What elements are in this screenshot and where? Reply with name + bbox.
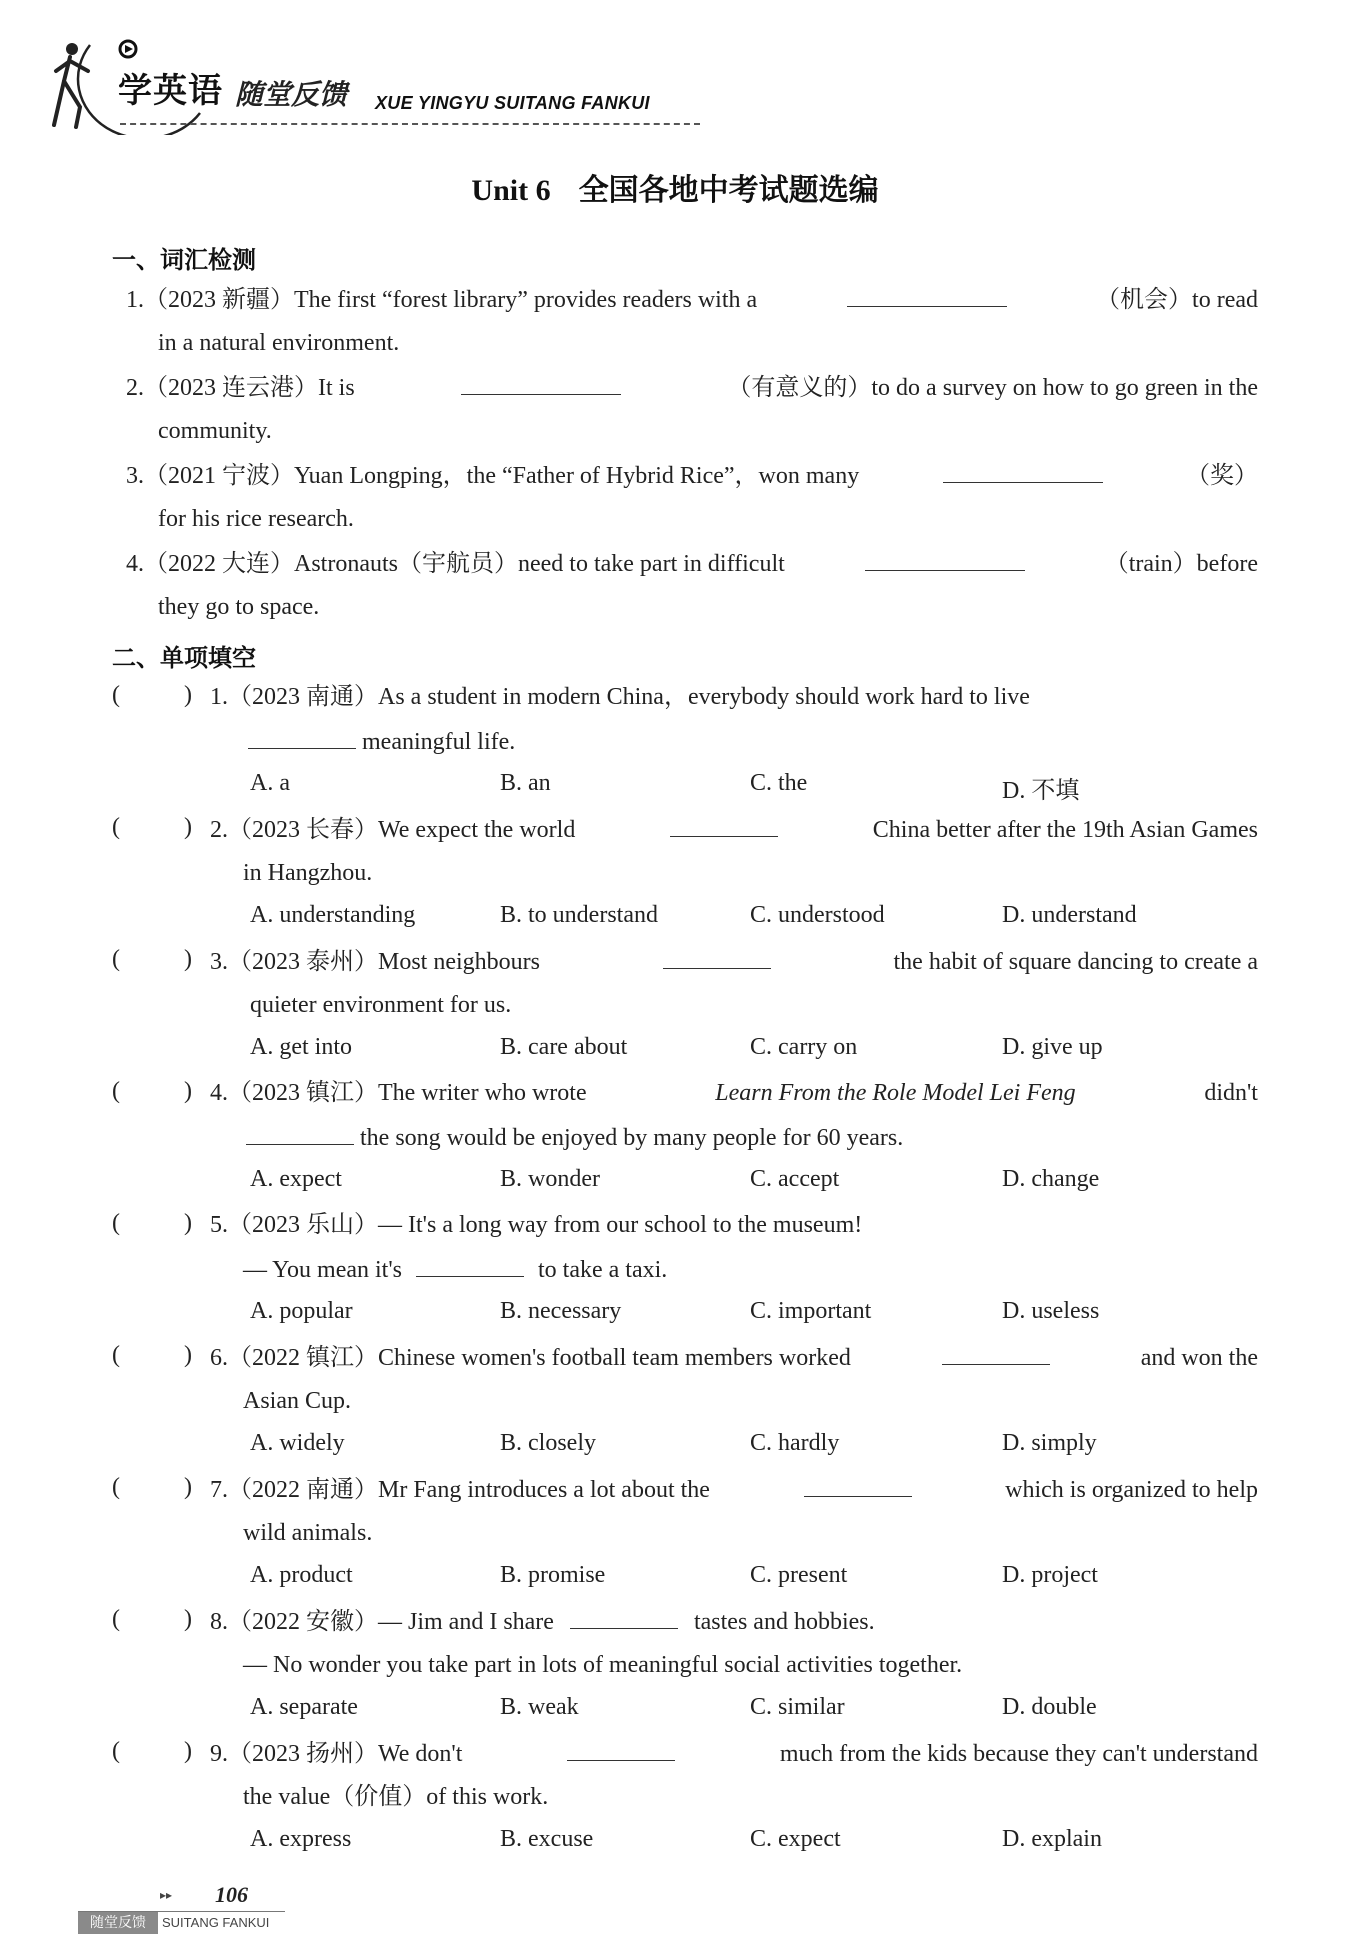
question-text: （奖） xyxy=(1186,463,1258,489)
option-b: B. to understand xyxy=(500,902,658,928)
option-d: D. useless xyxy=(1002,1298,1100,1324)
answer-blank[interactable] xyxy=(865,548,1025,571)
question-text: much from the kids because they can't understand xyxy=(779,1741,1258,1767)
answer-blank[interactable] xyxy=(246,1122,354,1145)
answer-paren-open: ( xyxy=(112,814,120,840)
answer-blank[interactable] xyxy=(248,726,356,749)
answer-paren-close: ) xyxy=(184,1078,192,1104)
question-text: meaningful life. xyxy=(362,729,516,755)
question-text: and won the xyxy=(1140,1345,1258,1371)
question-text: （机会）to read xyxy=(1096,287,1258,313)
answer-blank[interactable] xyxy=(670,814,778,837)
mc-item-4-line2 xyxy=(246,1122,903,1153)
mc-item-3-line2: quieter environment for us. xyxy=(250,992,512,1018)
answer-paren-open: ( xyxy=(112,1738,120,1764)
mc-item-5-line2 xyxy=(243,1254,667,1285)
answer-paren-close: ) xyxy=(184,946,192,972)
mc-item-9-line1 xyxy=(210,1738,1258,1769)
question-text: 9.（2023 扬州）We don't xyxy=(210,1741,463,1767)
question-text: 2.（2023 长春）We expect the world xyxy=(210,817,576,843)
answer-paren-close: ) xyxy=(184,814,192,840)
footer-label-en: SUITANG FANKUI xyxy=(162,1915,270,1930)
option-a: A. a xyxy=(250,770,290,796)
option-c: C. carry on xyxy=(750,1034,858,1060)
mc-item-3-line1 xyxy=(210,946,1258,977)
question-text: — You mean it's xyxy=(243,1257,403,1283)
question-text: 3.（2021 宁波）Yuan Longping，the “Father of Hybrid Rice”，won many xyxy=(126,463,860,489)
page-title xyxy=(0,165,1350,209)
vocab-item-3-line2: for his rice research. xyxy=(158,506,354,532)
vocab-item-3-line1 xyxy=(126,460,1258,491)
option-a: A. popular xyxy=(250,1298,353,1324)
answer-paren-close: ) xyxy=(184,1738,192,1764)
footer-label-cn: 随堂反馈 xyxy=(78,1912,158,1934)
option-b: B. weak xyxy=(500,1694,579,1720)
option-c: C. hardly xyxy=(750,1430,840,1456)
unit-label: Unit 6 xyxy=(471,174,551,207)
option-c: C. present xyxy=(750,1562,848,1588)
option-b: B. necessary xyxy=(500,1298,622,1324)
answer-paren-close: ) xyxy=(184,1210,192,1236)
question-text: the habit of square dancing to create a xyxy=(893,949,1258,975)
option-a: A. widely xyxy=(250,1430,345,1456)
page-arrow-icon: ▸▸ xyxy=(160,1888,173,1902)
option-c: C. expect xyxy=(750,1826,841,1852)
answer-paren-close: ) xyxy=(184,1606,192,1632)
option-d: D. simply xyxy=(1002,1430,1097,1456)
option-a: A. expect xyxy=(250,1166,342,1192)
answer-paren-open: ( xyxy=(112,1606,120,1632)
answer-paren-open: ( xyxy=(112,1474,120,1500)
answer-blank[interactable] xyxy=(943,460,1103,483)
brand-subtitle-cn: 随堂反馈 xyxy=(235,78,348,111)
option-b: B. closely xyxy=(500,1430,596,1456)
answer-paren-open: ( xyxy=(112,1342,120,1368)
answer-paren-close: ) xyxy=(184,1474,192,1500)
question-text: 2.（2023 连云港）It is xyxy=(126,375,355,401)
question-text: 1.（2023 新疆）The first “forest library” provides readers with a xyxy=(126,287,758,313)
option-a: A. product xyxy=(250,1562,353,1588)
answer-blank[interactable] xyxy=(416,1254,524,1277)
vocab-item-4-line1 xyxy=(126,548,1258,579)
option-d: D. explain xyxy=(1002,1826,1102,1852)
option-a: A. understanding xyxy=(250,902,416,928)
option-d: D. understand xyxy=(1002,902,1137,928)
mc-item-2-line1 xyxy=(210,814,1258,845)
mc-item-6-line2: Asian Cup. xyxy=(243,1388,351,1414)
answer-paren-open: ( xyxy=(112,946,120,972)
option-c: C. accept xyxy=(750,1166,840,1192)
option-c: C. the xyxy=(750,770,808,796)
unit-title: 全国各地中考试题选编 xyxy=(578,173,879,208)
header-divider xyxy=(120,123,700,125)
answer-blank[interactable] xyxy=(461,372,621,395)
question-text: didn't xyxy=(1204,1080,1258,1106)
mc-item-6-line1 xyxy=(210,1342,1258,1373)
vocab-item-1-line1 xyxy=(126,284,1258,315)
option-d: D. project xyxy=(1002,1562,1098,1588)
answer-blank[interactable] xyxy=(942,1342,1050,1365)
question-text: which is organized to help xyxy=(1005,1477,1258,1503)
answer-blank[interactable] xyxy=(567,1738,675,1761)
answer-blank[interactable] xyxy=(663,946,771,969)
question-text: （train）before xyxy=(1104,551,1258,577)
question-text: tastes and hobbies. xyxy=(693,1609,875,1635)
option-c: C. important xyxy=(750,1298,872,1324)
mc-item-8-line2: — No wonder you take part in lots of meaningful social activities together. xyxy=(243,1652,963,1678)
option-a: A. get into xyxy=(250,1034,352,1060)
answer-paren-close: ) xyxy=(184,682,192,708)
question-text: 7.（2022 南通）Mr Fang introduces a lot about the xyxy=(210,1477,710,1503)
answer-blank[interactable] xyxy=(570,1606,678,1629)
mc-item-5-line1: 5.（2023 乐山）— It's a long way from our school to the museum! xyxy=(210,1212,863,1238)
answer-paren-open: ( xyxy=(112,682,120,708)
brand-title-cn: 学英语 xyxy=(118,71,223,111)
question-text: 3.（2023 泰州）Most neighbours xyxy=(210,949,540,975)
mc-item-2-line2: in Hangzhou. xyxy=(243,860,373,886)
answer-blank[interactable] xyxy=(847,284,1007,307)
option-b: B. an xyxy=(500,770,551,796)
question-text: （有意义的）to do a survey on how to go green in the xyxy=(727,375,1258,401)
option-b: B. promise xyxy=(500,1562,606,1588)
vocab-item-1-line2: in a natural environment. xyxy=(158,330,400,356)
option-b: B. care about xyxy=(500,1034,628,1060)
question-text: 4.（2022 大连）Astronauts（宇航员）need to take part in difficult xyxy=(126,551,785,577)
question-text: to take a taxi. xyxy=(538,1257,668,1283)
option-a: A. separate xyxy=(250,1694,358,1720)
mc-item-4-line1 xyxy=(210,1078,1258,1108)
question-text: 1.（2023 南通）As a student in modern China，everybody should work hard to live xyxy=(210,684,1030,710)
question-text: China better after the 19th Asian Games xyxy=(872,817,1258,843)
page-number: 106 xyxy=(215,1882,248,1907)
option-d: D. double xyxy=(1002,1694,1097,1720)
header-banner xyxy=(50,35,670,135)
answer-paren-close: ) xyxy=(184,1342,192,1368)
vocab-item-2-line2: community. xyxy=(158,418,272,444)
vocab-item-4-line2: they go to space. xyxy=(158,594,320,620)
question-text: 8.（2022 安徽）— Jim and I share xyxy=(210,1609,554,1635)
mc-item-1-line1 xyxy=(210,682,1258,712)
option-b: B. excuse xyxy=(500,1826,594,1852)
section-heading-vocabulary: 一、词汇检测 xyxy=(112,246,256,274)
mc-item-1-line2 xyxy=(248,726,515,757)
option-d: D. change xyxy=(1002,1166,1100,1192)
option-c: C. similar xyxy=(750,1694,845,1720)
option-a: A. express xyxy=(250,1826,352,1852)
option-d: D. 不填 xyxy=(1002,778,1080,804)
question-text: 4.（2023 镇江）The writer who wrote xyxy=(210,1080,587,1106)
mc-item-7-line1 xyxy=(210,1474,1258,1505)
mc-item-9-line2: the value（价值）of this work. xyxy=(243,1784,549,1810)
brand-title-en: XUE YINGYU SUITANG FANKUI xyxy=(375,93,650,113)
option-d: D. give up xyxy=(1002,1034,1103,1060)
question-text: 6.（2022 镇江）Chinese women's football team members worked xyxy=(210,1345,851,1371)
mc-item-7-line2: wild animals. xyxy=(243,1520,373,1546)
answer-blank[interactable] xyxy=(804,1474,912,1497)
book-title: Learn From the Role Model Lei Feng xyxy=(715,1080,1076,1106)
answer-paren-open: ( xyxy=(112,1210,120,1236)
option-b: B. wonder xyxy=(500,1166,600,1192)
section-heading-single-choice: 二、单项填空 xyxy=(112,644,256,672)
vocab-item-2-line1 xyxy=(126,372,1258,403)
mc-item-8-line1 xyxy=(210,1606,875,1637)
question-text: the song would be enjoyed by many people for 60 years. xyxy=(360,1125,904,1151)
option-c: C. understood xyxy=(750,902,885,928)
answer-paren-open: ( xyxy=(112,1078,120,1104)
